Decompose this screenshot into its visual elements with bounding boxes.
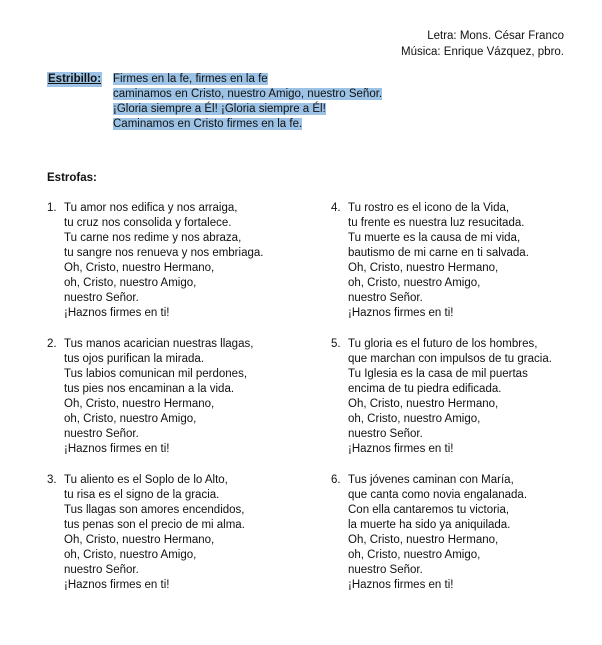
chorus-line: Firmes en la fe, firmes en la fe [113,73,268,85]
stanza-line: que canta como novia engalanada. [348,489,528,501]
chorus-line: Caminamos en Cristo firmes en la fe. [113,118,303,130]
stanza-line: encima de tu piedra edificada. [348,383,502,395]
stanza-line: tus pies nos encaminan a la vida. [64,383,235,395]
stanza-line: Oh, Cristo, nuestro Hermano, [348,262,499,274]
lyrics-credit: Letra: Mons. César Franco [427,30,564,42]
stanza-line: ¡Haznos firmes en ti! [348,307,454,319]
music-credit: Música: Enrique Vázquez, pbro. [400,45,564,58]
stanza-number: 1. [47,202,57,214]
stanza-line: Tus labios comunican mil perdones, [64,368,248,380]
stanza-line: oh, Cristo, nuestro Amigo, [348,413,481,425]
stanza-line: Tu carne nos redime y nos abraza, [64,232,242,244]
stanza-line: ¡Haznos firmes en ti! [64,307,170,319]
stanza-number: 3. [47,474,57,486]
stanza-line: oh, Cristo, nuestro Amigo, [64,413,197,425]
chorus-lines [113,72,382,132]
stanza-line: nuestro Señor. [348,428,423,440]
chorus-line: ¡Gloria siempre a Él! ¡Gloria siempre a Él! [113,103,326,115]
stanzas-heading: Estrofas: [47,172,97,184]
stanza-line: la muerte ha sido ya aniquilada. [348,519,511,531]
chorus-label: Estribillo: [48,73,102,85]
stanza-line: ¡Haznos firmes en ti! [64,443,170,455]
stanza-line: Oh, Cristo, nuestro Hermano, [64,398,215,410]
stanza-line: Tus manos acarician nuestras llagas, [64,338,254,350]
stanza-line: Oh, Cristo, nuestro Hermano, [64,262,215,274]
stanza-line: tu cruz nos consolida y fortalece. [64,217,232,229]
stanza-line: nuestro Señor. [348,564,423,576]
stanza-line: nuestro Señor. [64,428,139,440]
stanza-line: Tu aliento es el Soplo de lo Alto, [64,474,228,486]
stanza-line: Tus llagas son amores encendidos, [64,504,245,516]
stanza-line: oh, Cristo, nuestro Amigo, [64,277,197,289]
stanza-line: tus penas son el precio de mi alma. [64,519,245,531]
stanza-line: oh, Cristo, nuestro Amigo, [348,549,481,561]
chorus-line: caminamos en Cristo, nuestro Amigo, nuestro Señor. [113,88,383,100]
stanza-line: tu sangre nos renueva y nos embriaga. [64,247,264,259]
stanza-line: Oh, Cristo, nuestro Hermano, [348,398,499,410]
stanza-line: Tu gloria es el futuro de los hombres, [348,338,538,350]
stanza-line: Tus jóvenes caminan con María, [348,474,514,486]
stanza-number: 5. [331,338,341,350]
stanza-line: ¡Haznos firmes en ti! [348,443,454,455]
stanza-line: oh, Cristo, nuestro Amigo, [64,549,197,561]
stanza-number: 6. [331,474,341,486]
stanza-line: Oh, Cristo, nuestro Hermano, [348,534,499,546]
stanza-line: tu risa es el signo de la gracia. [64,489,220,501]
stanza-line: que marchan con impulsos de tu gracia. [348,353,552,365]
stanza-line: oh, Cristo, nuestro Amigo, [348,277,481,289]
stanza-line: nuestro Señor. [64,564,139,576]
stanza-line: Tu muerte es la causa de mi vida, [348,232,521,244]
stanza-line: Tu rostro es el icono de la Vida, [348,202,510,214]
stanza-line: Tu amor nos edifica y nos arraiga, [64,202,238,214]
stanza-number: 2. [47,338,57,350]
stanza-line: bautismo de mi carne en ti salvada. [348,247,529,259]
stanza-number: 4. [331,202,341,214]
stanza-line: Con ella cantaremos tu victoria, [348,504,510,516]
stanza-line: ¡Haznos firmes en ti! [348,579,454,591]
stanza-line: tu frente es nuestra luz resucitada. [348,217,525,229]
stanza-line: ¡Haznos firmes en ti! [64,579,170,591]
credits [401,29,564,60]
stanza-line: nuestro Señor. [348,292,423,304]
stanza-line: Tu Iglesia es la casa de mil puertas [348,368,528,380]
stanza-line: nuestro Señor. [64,292,139,304]
stanza-line: Oh, Cristo, nuestro Hermano, [64,534,215,546]
stanza-line: tus ojos purifican la mirada. [64,353,204,365]
